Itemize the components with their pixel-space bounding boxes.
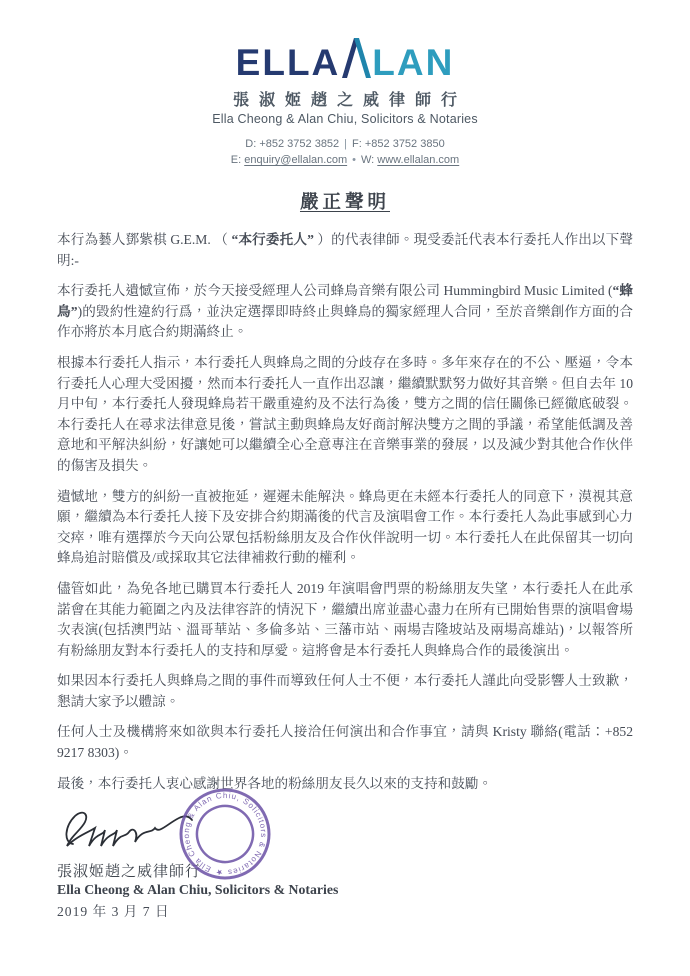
paragraph: 儘管如此，為免各地已購買本行委托人 2019 年演唱會門票的粉絲朋友失望，本行委托人在此承諾會在其能力範圍之內及法律容許的情況下，繼續出席並盡心盡力在所有已開始售票的演唱會場次表演(包括澳門站、溫哥華站、多倫多站、三藩市站、兩場吉隆坡站及兩場高雄站)，以報答所有粉絲朋友對本行委托人的支持和厚愛。這將會是本行委托人與蜂鳥合作的最後演出。 — [57, 580, 633, 658]
stamp-text: Ella Cheong & Alan Chiu, Solicitors & Notaries ★ — [181, 791, 269, 878]
statement-body — [57, 230, 633, 794]
fax-number: F: +852 3752 3850 — [352, 138, 445, 150]
logo-text-lan: LAN — [372, 42, 455, 84]
direct-phone: D: +852 3752 3852 — [245, 138, 340, 150]
letterhead — [57, 40, 633, 168]
paragraph: 任何人士及機構將來如欲與本行委托人接洽任何演出和合作事宜，請與 Kristy 聯絡(電話：+852 9217 8303)。 — [57, 724, 633, 761]
paragraph: 如果因本行委托人與蜂鳥之間的事件而導致任何人士不便，本行委托人謹此向受影響人士致歉，懇請大家予以體諒。 — [57, 673, 633, 709]
signatory-firm-english: Ella Cheong & Alan Chiu, Solicitors & Notaries — [57, 882, 339, 898]
firm-logo — [57, 40, 633, 84]
firm-name-chinese: 張淑姬趙之威律師行 — [232, 92, 467, 109]
paragraph: 遺憾地，雙方的糾紛一直被拖延，遲遲未能解決。蜂鳥更在未經本行委托人的同意下，漠視其意願，繼續為本行委托人接下及安排合約期滿後的代言及演唱會工作。本行委托人為此事感到心力交瘁，唯有選擇於今天向公眾包括粉絲朋友及合作伙伴說明一切。本行委托人在此保留其一切向蜂鳥追討賠償及/或採取其它法律補救行動的權利。 — [57, 488, 633, 566]
paragraph: 本行為藝人鄧紫棋 G.E.M. （ “本行委托人” ）的代表律師。現受委託代表本行委托人作出以下聲明:- — [57, 232, 633, 268]
website-link[interactable]: www.ellalan.com — [377, 154, 460, 166]
notary-stamp — [177, 786, 273, 882]
signature-block — [57, 791, 633, 920]
contact-info — [57, 136, 633, 168]
separator: | — [344, 138, 348, 150]
separator: • — [352, 154, 356, 166]
logo-text-ella: ELLA — [235, 42, 341, 84]
paragraph: 本行委托人遺憾宣佈，於今天接受經理人公司蜂鳥音樂有限公司 Hummingbird Music Limited (“蜂鳥”)的毀約性違約行爲，並決定選擇即時終止與蜂鳥的獨家經理人合同，至於音樂創作方面的合作亦將於本月底合約期滿終止。 — [57, 283, 634, 340]
contact-web-line — [57, 152, 633, 168]
signatory-firm-chinese: 張淑姬趙之威律師行 — [57, 864, 202, 881]
email-label: E: — [230, 154, 242, 166]
paragraph: 根據本行委托人指示，本行委托人與蜂鳥之間的分歧存在多時。多年來存在的不公、壓逼，令本行委托人心理大受困擾，然而本行委托人一直作出忍讓，繼續默默努力做好其音樂。但自去年 10 月中旬，本行委托人發現蜂鳥若干嚴重違約及不法行為後，雙方之間的信任關係已經徹底破裂。本行委托人在尋求法律意見後，嘗試主動與蜂鳥友好商討解決雙方之間的爭議，希望能低調及善意地和平解決糾紛，好讓她可以繼續全心全意專注在音樂事業的發展，以及減少對其他合作伙伴的傷害及損失。 — [57, 354, 633, 473]
firm-name-english: Ella Cheong & Alan Chiu, Solicitors & Notaries — [212, 112, 478, 126]
svg-text:Ella Cheong & Alan Chiu, Solic — [177, 786, 273, 882]
logo-chevron-icon — [339, 36, 373, 80]
contact-phone-line — [57, 136, 633, 152]
document-title: 嚴正聲明 — [299, 193, 390, 213]
email-link[interactable]: enquiry@ellalan.com — [244, 154, 348, 166]
statement-date: 2019 年 3 月 7 日 — [57, 904, 170, 920]
paragraph: 最後，本行委托人衷心感謝世界各地的粉絲朋友長久以來的支持和鼓勵。 — [57, 775, 492, 791]
website-label: W: — [360, 154, 375, 166]
